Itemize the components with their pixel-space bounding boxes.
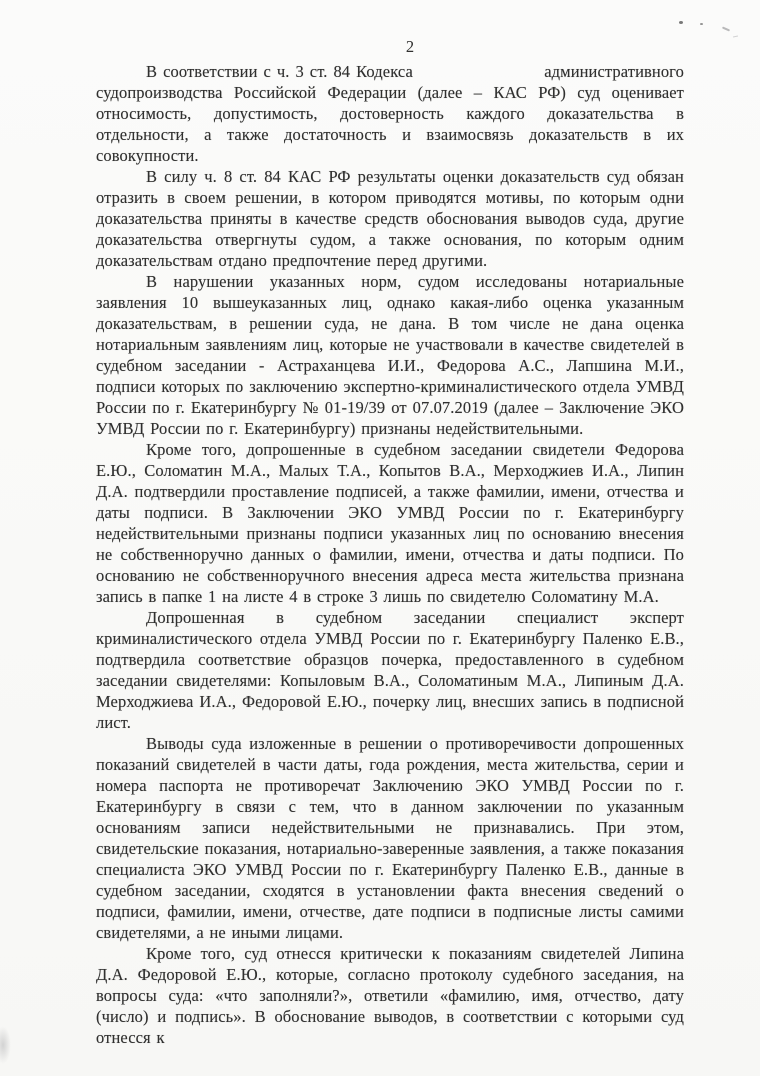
paragraph-critical-assessment: Кроме того, суд отнесся критически к показаниям свидетелей Липина Д.А. Федоровой Е.Ю., которые, согласно протоколу судебного заседания, на вопросы суда: «что заполняли?», ответили «фамилию, имя, отчество, дату (число) и подпись». В обоснование выводов, в соответствии с которыми суд отнесся к (96, 944, 684, 1047)
paragraph-court-conclusions: Выводы суда изложенные в решении о противоречивости допрошенных показаний свидетелей в части даты, года рождения, места жительства, серии и номера паспорта не противоречат Заключению ЭКО УМВД России по г. Екатеринбургу в связи с тем, что в данном заключении по указанным основаниям записи недействительными не признавались. При этом, свидетельские показания, нотариально-заверенные заявления, а также показания специалиста ЭКО УМВД России по г. Екатеринбургу Паленко Е.В., данные в судебном заседании, сходятся в установлении факта внесения сведений о подписи, фамилии, имени, отчестве, дате подписи в подписные листы самими свидетелями, а не иными лицами. (96, 734, 684, 942)
paragraph-witnesses-confirmed-signatures: Кроме того, допрошенные в судебном заседании свидетели Федорова Е.Ю., Соломатин М.А., Малых Т.А., Копытов В.А., Мерходжиев И.А., Липин Д.А. подтвердили проставление подписей, а также фамилии, имени, отчества и даты подписи. В Заключении ЭКО УМВД России по г. Екатеринбургу недействительными признаны подписи указанных лиц по основанию внесения не собственноручно данных о фамилии, имени, отчества и даты подписи. По основанию не собственноручного внесения адреса места жительства признана запись в папке 1 на листе 4 в строке 3 лишь по свидетелю Соломатину М.А. (96, 440, 684, 606)
document-text-block (96, 36, 684, 1048)
paragraph-kas-rf-art84-p3: В соответствии с ч. 3 ст. 84 Кодекса административного судопроизводства Российской Федерации (далее – КАС РФ) суд оценивает относимость, допустимость, достоверность каждого доказательства в отдельности, а также достаточность и взаимосвязь доказательств в их совокупности. (96, 62, 684, 165)
scan-speck-mark (733, 35, 738, 37)
scan-speck-dot (700, 23, 703, 25)
paragraph-kas-rf-art84-p8: В силу ч. 8 ст. 84 КАС РФ результаты оценки доказательств суд обязан отразить в своем решении, в котором приводятся мотивы, по которым одни доказательства приняты в качестве средств обоснования выводов суда, другие доказательства отвергнуты судом, а также основания, по которым одним доказательствам отдано предпочтение перед другими. (96, 167, 684, 270)
page-number: 2 (405, 37, 415, 56)
scan-speck-mark (722, 26, 730, 31)
scan-speck-dot (679, 21, 683, 24)
paragraph-specialist-palenko: Допрошенная в судебном заседании специалист эксперт криминалистического отдела УМВД России по г. Екатеринбургу Паленко Е.В., подтвердила соответствие образцов почерка, предоставленного в судебном заседании свидетелями: Копыловым В.А., Соломатиным М.А., Липиным Д.А. Мерходжиева И.А., Федоровой Е.Ю., почерку лиц, внесших запись в подписной лист. (96, 608, 684, 732)
scan-smudge (0, 1026, 11, 1064)
paragraph-notarial-statements: В нарушении указанных норм, судом исследованы нотариальные заявления 10 вышеуказанных лиц, однако какая-либо оценка указанным доказательствам, в решении суда, не дана. В том числе не дана оценка нотариальным заявлениям лиц, которые не участвовали в качестве свидетелей в судебном заседании - Астраханцева И.И., Федорова А.С., Лапшина М.И., подписи которых по заключению экспертно-криминалистического отдела УМВД России по г. Екатеринбургу № 01-19/39 от 07.07.2019 (далее – Заключение ЭКО УМВД России по г. Екатеринбургу) признаны недействительными. (96, 272, 684, 438)
